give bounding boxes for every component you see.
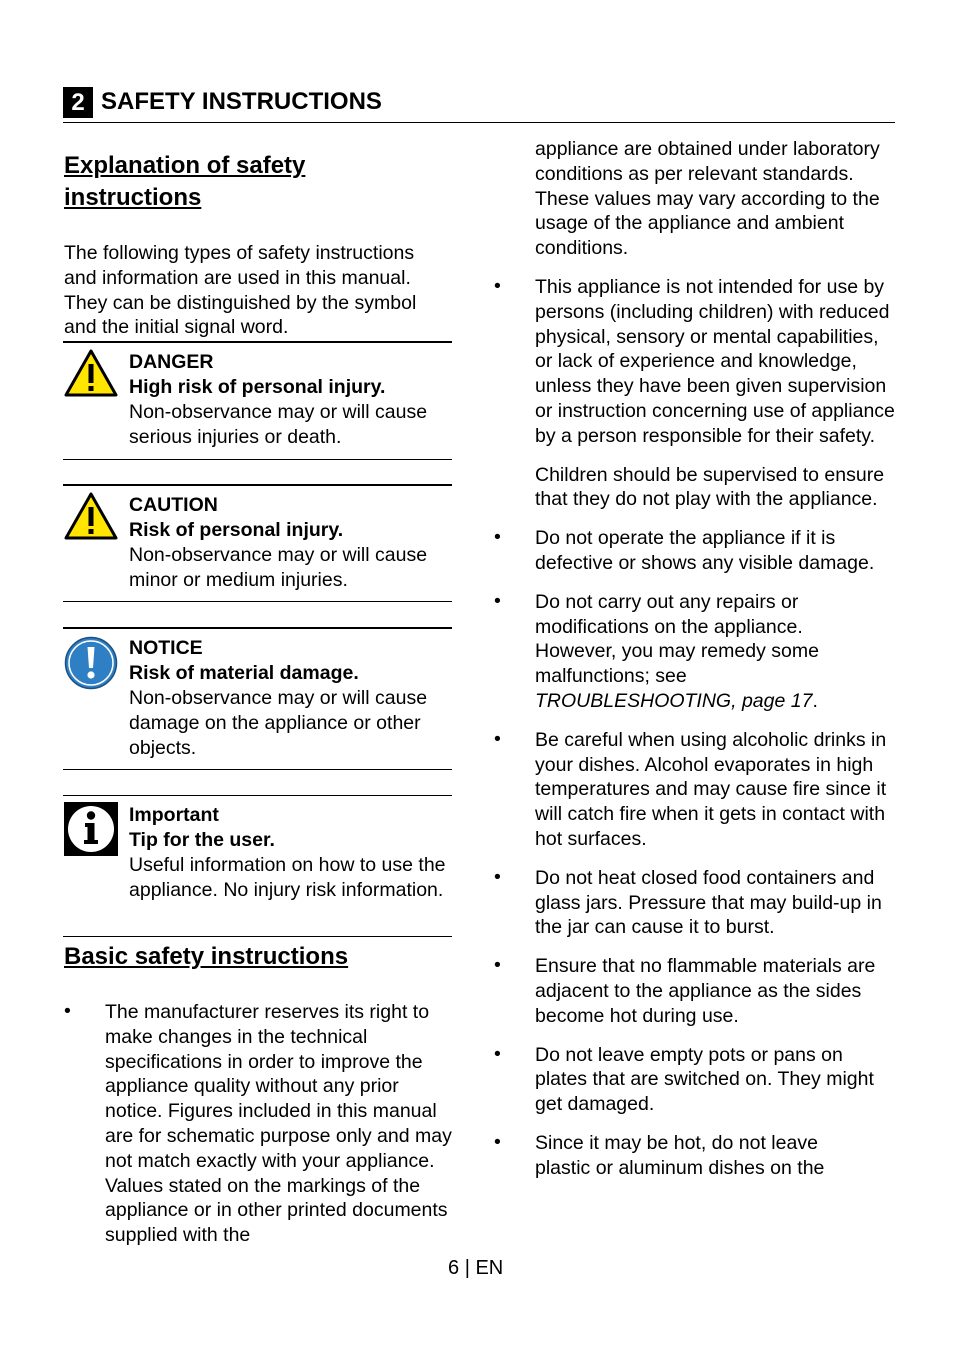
bullet-marker: • <box>494 727 501 750</box>
important-box <box>63 795 452 937</box>
chapter-title: SAFETY INSTRUCTIONS <box>101 88 382 115</box>
explanation-heading: Explanation of safety instructions <box>64 152 306 211</box>
children-note: Children should be supervised to ensure that they do not play with the appliance. <box>535 463 885 511</box>
list-item: • Do not carry out any repairs or modifications on the appliance. However, you may remedy some malfunctions; see TROUBLESHOOTING, page 17. <box>494 589 819 712</box>
chapter-header <box>63 86 895 123</box>
chapter-number: 2 <box>63 87 93 118</box>
notice-subtitle: Risk of material damage. <box>129 662 359 684</box>
bullet-marker: • <box>64 1000 71 1022</box>
bullet-marker: • <box>494 865 501 888</box>
notice-signal-word: NOTICE <box>129 637 203 659</box>
list-item: The manufacturer reserves its right to make changes in the technical specifications in order to improve the appliance quality without any prior notice. Figures included in this manual are for schematic purpose only and may not match exactly with your appliance. Values stated on the markings of the appliance or in other printed documents supplied with the <box>105 1001 452 1247</box>
basic-safety-heading: Basic safety instructions <box>64 943 349 970</box>
danger-subtitle: High risk of personal injury. <box>129 376 386 398</box>
notice-exclamation-icon <box>64 636 118 690</box>
page-footer <box>448 1255 503 1281</box>
warning-triangle-icon <box>64 349 118 397</box>
important-text: Useful information on how to use the appliance. No injury risk information. <box>129 854 446 901</box>
danger-text: Non-observance may or will cause serious injuries or death. <box>129 401 428 448</box>
bullet-marker: • <box>494 274 501 297</box>
important-signal-word: Important <box>129 804 219 826</box>
danger-box <box>63 341 452 460</box>
list-item: • Do not operate the appliance if it is defective or shows any visible damage. <box>494 526 875 574</box>
caution-box <box>63 484 452 602</box>
caution-subtitle: Risk of personal injury. <box>129 519 344 541</box>
info-icon <box>64 802 118 856</box>
list-item: • Since it may be hot, do not leave plastic or aluminum dishes on the <box>494 1130 825 1179</box>
right-column <box>494 137 904 1180</box>
left-bullet-list <box>64 1000 459 1248</box>
footer-separator: | <box>464 1257 470 1279</box>
page-number: 6 <box>448 1257 460 1279</box>
bullet-marker: • <box>494 954 501 977</box>
list-item: • Do not heat closed food containers and glass jars. Pressure that may build-up in the jar can cause it to burst. <box>494 865 882 939</box>
bullet-marker: • <box>494 1042 501 1065</box>
list-item: • Do not leave empty pots or pans on plates that are switched on. They might get damaged. <box>494 1042 874 1116</box>
list-item: • Be careful when using alcoholic drinks in your dishes. Alcohol evaporates in high temperatures and may cause fire since it will catch fire when it gets in contact with hot surfaces. <box>494 727 887 850</box>
troubleshooting-reference: TROUBLESHOOTING, page 17 <box>535 689 813 712</box>
notice-box <box>63 627 452 770</box>
caution-signal-word: CAUTION <box>129 494 218 516</box>
caution-text: Non-observance may or will cause minor or medium injuries. <box>129 544 428 591</box>
bullet-marker: • <box>494 1130 501 1153</box>
warning-triangle-icon <box>64 492 118 540</box>
continuation-text: appliance are obtained under laboratory conditions as per relevant standards. These values may vary according to the usage of the appliance and ambient conditions. <box>535 138 880 260</box>
language-code: EN <box>475 1257 504 1279</box>
list-item: • This appliance is not intended for use by persons (including children) with reduced physical, sensory or mental capabilities, or lack of experience and knowledge, unless they have been given supervision or instruction concerning use of appliance by a person responsible for their safety. <box>494 274 895 447</box>
bullet-marker: • <box>494 526 501 549</box>
important-subtitle: Tip for the user. <box>129 829 275 851</box>
intro-paragraph: The following types of safety instructions and information are used in this manual. They can be distinguished by the symbol and the initial signal word. <box>64 242 417 339</box>
danger-signal-word: DANGER <box>129 351 214 373</box>
list-item: • Ensure that no flammable materials are adjacent to the appliance as the sides become hot during use. <box>494 954 876 1027</box>
bullet-marker: • <box>494 589 501 612</box>
notice-text: Non-observance may or will cause damage on the appliance or other objects. <box>129 687 428 759</box>
